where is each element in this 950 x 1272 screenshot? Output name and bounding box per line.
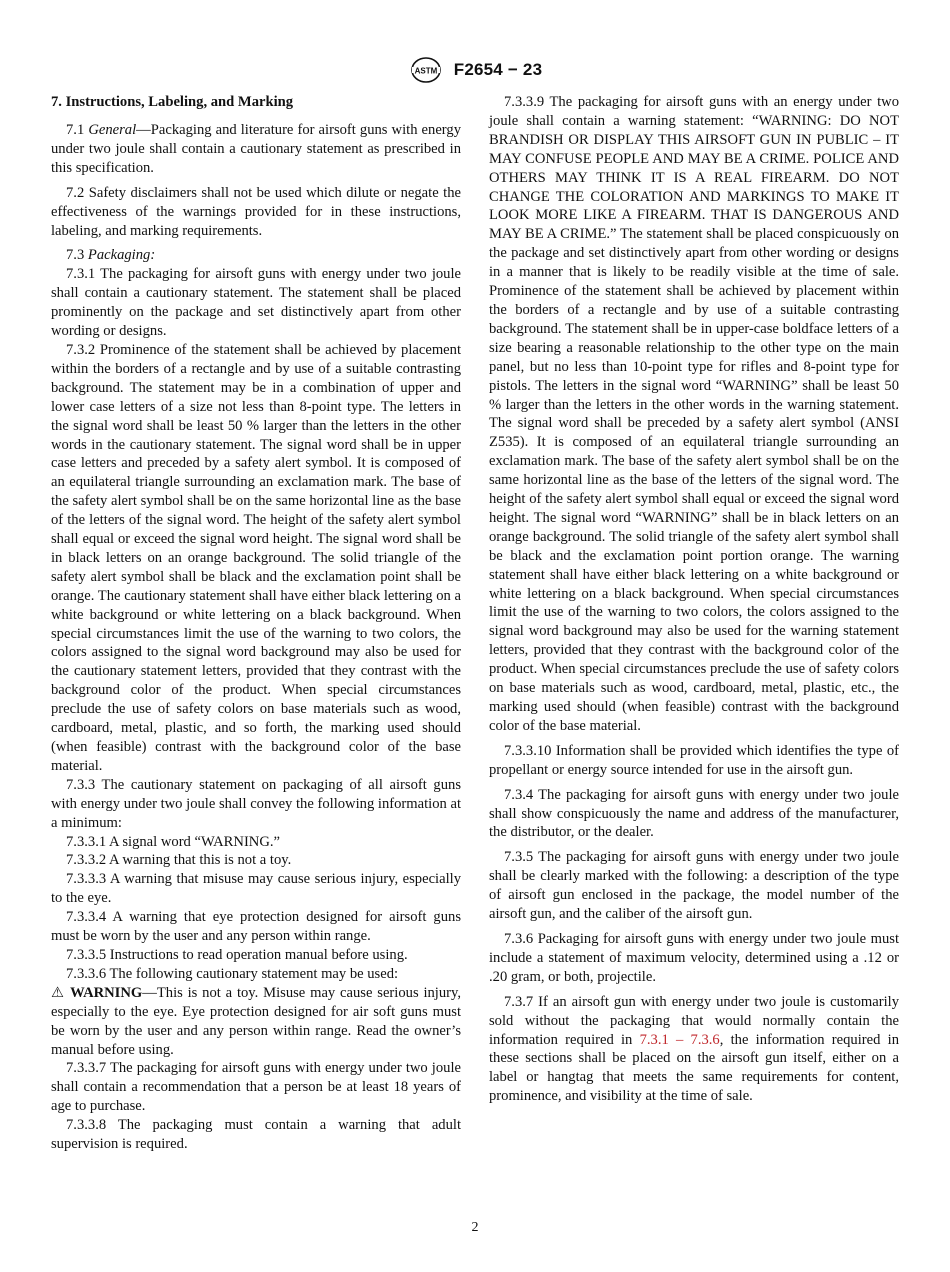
para-7-3-3: 7.3.3 The cautionary statement on packaging of all airsoft guns with energy under two joule shall convey the following information at a minimum: bbox=[51, 776, 461, 831]
para-7-3-3-3: 7.3.3.3 A warning that misuse may cause serious injury, especially to the eye. bbox=[51, 871, 461, 907]
page-header bbox=[0, 56, 950, 84]
para-7-3-3-2: 7.3.3.2 A warning that this is not a toy. bbox=[66, 852, 292, 869]
para-7-3-2: 7.3.2 Prominence of the statement shall be achieved by placement within the borders of a rectangle and by use of a suitable contrasting background. The statement may be in a combination of upper and lower case letters of a size not less than 8-point type. The letters in the signal word shall be least 50 % larger than the letters in the other words in the cautionary statement. The signal word shall be in upper case letters and preceded by a safety alert symbol. It is composed of an equilateral triangle surrounding an exclamation mark. The base of the safety alert symbol shall be on the same horizontal line as the base of the letters of the signal word. The height of the safety alert symbol shall equal or exceed the signal word height. The signal word shall be in black letters on an orange background. The solid triangle of the safety alert symbol shall be black and the exclamation point shall be orange. The cautionary statement shall have either black lettering on a white background or white lettering on a black background. When special circumstances limit the use of the warning to two colors, the colors assigned to the signal word background may also be used for the cautionary statement letters, provided that they contrast with the background color of the product. When special circumstances preclude the use of safety colors on base materials such as wood, cardboard, metal, plastic, and so forth, the marking used should (when feasible) contrast with the background color of the base material. bbox=[51, 341, 461, 774]
para-7-3-4: 7.3.4 The packaging for airsoft guns with energy under two joule shall show conspicuously the name and address of the manufacturer, the distributor, or the dealer. bbox=[489, 786, 899, 841]
para-7-3-3-8: 7.3.3.8 The packaging must contain a warning that adult supervision is required. bbox=[51, 1117, 461, 1153]
warning-statement: ⚠ WARNING—This is not a toy. Misuse may cause serious injury, especially to the eye. Eye protection designed for air soft guns must be worn by the user and any person within range. Read the owner’s manual before using. bbox=[51, 984, 461, 1058]
para-7-3-5: 7.3.5 The packaging for airsoft guns with energy under two joule shall be clearly marked with the following: a description of the type of airsoft gun enclosed in the package, the model number of the airsoft gun, and the caliber of the airsoft gun. bbox=[489, 849, 899, 923]
para-7-3-3-6: 7.3.3.6 The following cautionary statement may be used: bbox=[66, 965, 399, 982]
para-7-3-3-7: 7.3.3.7 The packaging for airsoft guns with energy under two joule shall contain a recommendation that a person be at least 18 years of age to purchase. bbox=[51, 1060, 461, 1115]
para-7-2: 7.2 Safety disclaimers shall not be used which dilute or negate the effectiveness of the warnings provided for in these instructions, labeling, and marking requirements. bbox=[51, 184, 461, 239]
left-column bbox=[51, 93, 461, 1154]
para-7-3-3-5: 7.3.3.5 Instructions to read operation manual before using. bbox=[66, 946, 408, 963]
section-crossref-link[interactable]: 7.3.1 – 7.3.6 bbox=[639, 1031, 720, 1048]
warning-triangle-icon: ⚠ bbox=[51, 984, 66, 1001]
para-7-3-6: 7.3.6 Packaging for airsoft guns with energy under two joule must include a statement of maximum velocity, determined using a .12 or .20 gram, or both, projectile. bbox=[489, 930, 899, 985]
para-7-3-3-4: 7.3.3.4 A warning that eye protection designed for airsoft guns must be worn by the user and any person within range. bbox=[51, 909, 461, 945]
para-7-3-3-9: 7.3.3.9 The packaging for airsoft guns with an energy under two joule shall contain a warning statement: “WARNING: DO NOT BRANDISH OR DISPLAY THIS AIRSOFT GUN IN PUBLIC – IT MAY CONFUSE PEOPLE AND MAY BE A CRIME. POLICE AND OTHERS MAY THINK IT IS A REAL FIREARM. DO NOT CHANGE THE COLORATION AND MARKINGS TO MAKE IT LOOK MORE LIKE A FIREARM. THAT IS DANGEROUS AND MAY BE A CRIME.” The statement shall be placed conspicuously on the package and set distinctively apart from other wording or designs in a manner that is likely to be readily visible at the time of sale. Prominence of the statement shall be achieved by placement within the borders of a rectangle and by use of a suitable contrasting background. The statement shall be in upper-case boldface letters of a size bearing a reasonable relationship to the other type on the main panel, but no less than 10-point type for rifles and 8-point type for pistols. The letters in the signal word “WARNING” shall be least 50 % larger than the letters in the other words in the warning statement. The signal word shall be preceded by a safety alert symbol (ANSI Z535). It is composed of an equilateral triangle surrounding an exclamation mark. The base of the safety alert symbol shall be on the same horizontal line as the base of the letters of the signal word. The height of the safety alert symbol shall equal or exceed the signal word height. The signal word “WARNING” shall be in black letters on an orange background. The solid triangle of the safety alert symbol shall be black and the exclamation point portion orange. The warning statement shall have either black lettering on a white background or white lettering on a black background. When special circumstances limit the use of the warning to two colors, the colors assigned to the signal word background may also be used for the warning statement letters, provided that they contrast with the background color of the product. When special circumstances preclude the use of safety colors on base materials such as wood, cardboard, metal, plastic, etc., the marking used should (when feasible) contrast with the background color of the base material. bbox=[489, 94, 899, 734]
warning-word: WARNING bbox=[70, 984, 143, 1001]
para-7-3: 7.3 Packaging: bbox=[66, 247, 156, 264]
right-column bbox=[489, 93, 899, 1106]
para-7-3-1: 7.3.1 The packaging for airsoft guns with energy under two joule shall contain a cautionary statement. The statement shall be placed prominently on the package and set distinctively apart from other wording or designs. bbox=[51, 266, 461, 340]
standard-designation: F2654 − 23 bbox=[453, 60, 543, 79]
para-7-3-3-1: 7.3.3.1 A signal word “WARNING.” bbox=[66, 833, 281, 850]
astm-logo-icon bbox=[408, 56, 444, 84]
para-7-1: 7.1 General—Packaging and literature for airsoft guns with energy under two joule shall contain a cautionary statement as prescribed in this specification. bbox=[51, 122, 461, 176]
svg-text:ASTM: ASTM bbox=[414, 66, 438, 76]
page-number: 2 bbox=[471, 1220, 479, 1235]
para-7-3-3-10: 7.3.3.10 Information shall be provided which identifies the type of propellant or energy source intended for use in the airsoft gun. bbox=[489, 742, 899, 778]
para-7-3-7: 7.3.7 If an airsoft gun with energy under two joule is customarily sold without the packaging that would normally contain the information required in 7.3.1 – 7.3.6, the information required in these sections shall be placed on the airsoft gun itself, either on a label or hangtag that meets the same requirements for content, prominence, and visibility at the time of sale. bbox=[489, 993, 899, 1105]
section-heading: 7. Instructions, Labeling, and Marking bbox=[51, 94, 294, 110]
